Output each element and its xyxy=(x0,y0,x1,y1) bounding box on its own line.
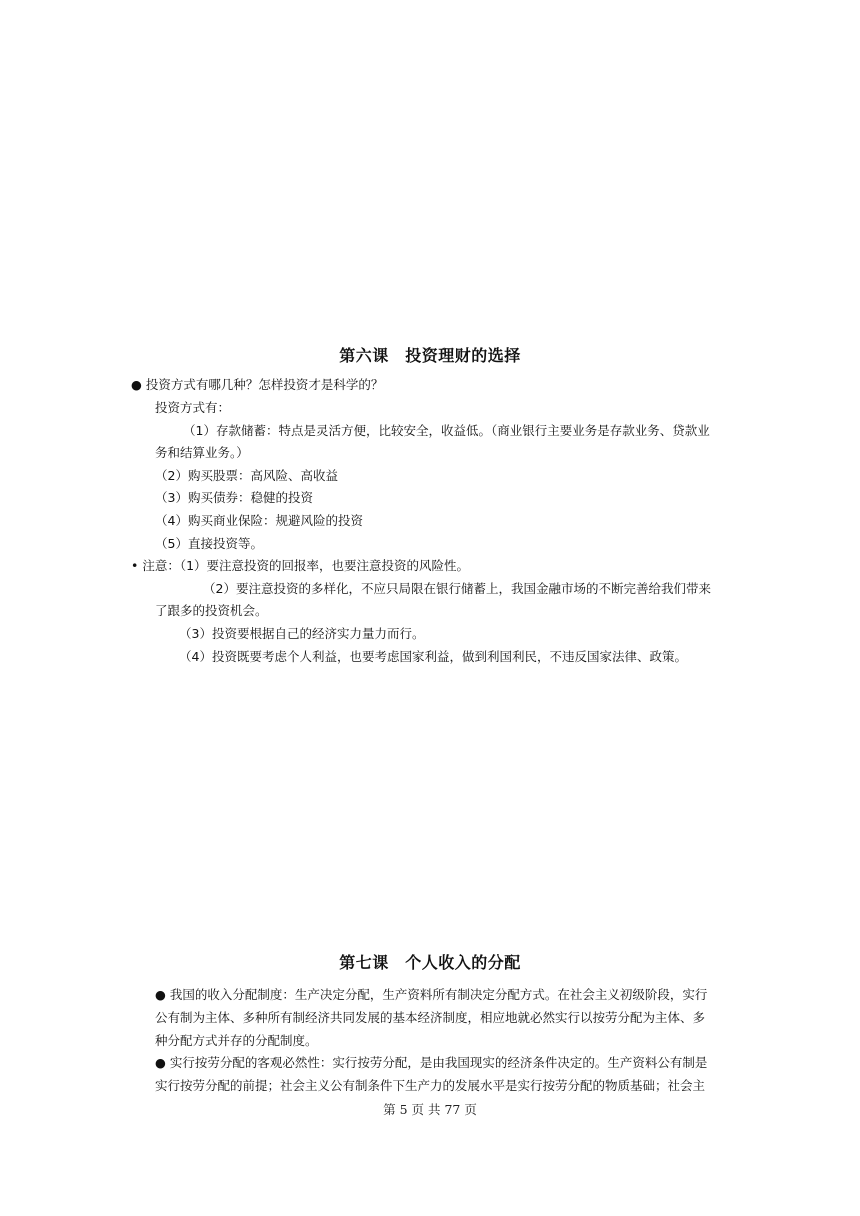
distribution-necessity-line-1: ● 实行按劳分配的客观必然性：实行按劳分配，是由我国现实的经济条件决定的。生产资料公有制是 xyxy=(155,1055,708,1070)
lesson6-question: ● 投资方式有哪几种？怎样投资才是科学的？ xyxy=(131,377,384,392)
investment-item-5: （5）直接投资等。 xyxy=(155,536,263,551)
note-1: • 注意：（1）要注意投资的回报率，也要注意投资的风险性。 xyxy=(131,558,470,573)
distribution-necessity-line-2: 实行按劳分配的前提；社会主义公有制条件下生产力的发展水平是实行按劳分配的物质基础；社会主 xyxy=(155,1078,706,1093)
investment-item-1-cont: 务和结算业务。） xyxy=(155,445,249,460)
investment-item-3: （3）购买债券：稳健的投资 xyxy=(155,490,313,505)
page-footer: 第 5 页 共 77 页 xyxy=(383,1102,477,1117)
income-system-line-1: ● 我国的收入分配制度：生产决定分配，生产资料所有制决定分配方式。在社会主义初级阶段，实行 xyxy=(155,987,708,1002)
investment-item-4: （4）购买商业保险：规避风险的投资 xyxy=(155,513,363,528)
note-3: （3）投资要根据自己的经济实力量力而行。 xyxy=(179,626,425,641)
note-2-cont: 了跟多的投资机会。 xyxy=(155,603,268,618)
investment-intro: 投资方式有： xyxy=(155,400,231,415)
note-4: （4）投资既要考虑个人利益，也要考虑国家利益，做到利国利民，不违反国家法律、政策。 xyxy=(179,649,687,664)
income-system-line-3: 种分配方式并存的分配制度。 xyxy=(155,1033,318,1048)
note-2: （2）要注意投资的多样化，不应只局限在银行储蓄上，我国金融市场的不断完善给我们带来 xyxy=(203,581,711,596)
investment-item-2: （2）购买股票：高风险、高收益 xyxy=(155,468,338,483)
lesson7-title: 第七课 个人收入的分配 xyxy=(339,953,521,972)
lesson6-title: 第六课 投资理财的选择 xyxy=(339,346,521,365)
income-system-line-2: 公有制为主体、多种所有制经济共同发展的基本经济制度，相应地就必然实行以按劳分配为主体、多 xyxy=(155,1010,706,1025)
investment-item-1: （1）存款储蓄：特点是灵活方便，比较安全，收益低。（商业银行主要业务是存款业务、贷款业 xyxy=(183,423,710,438)
